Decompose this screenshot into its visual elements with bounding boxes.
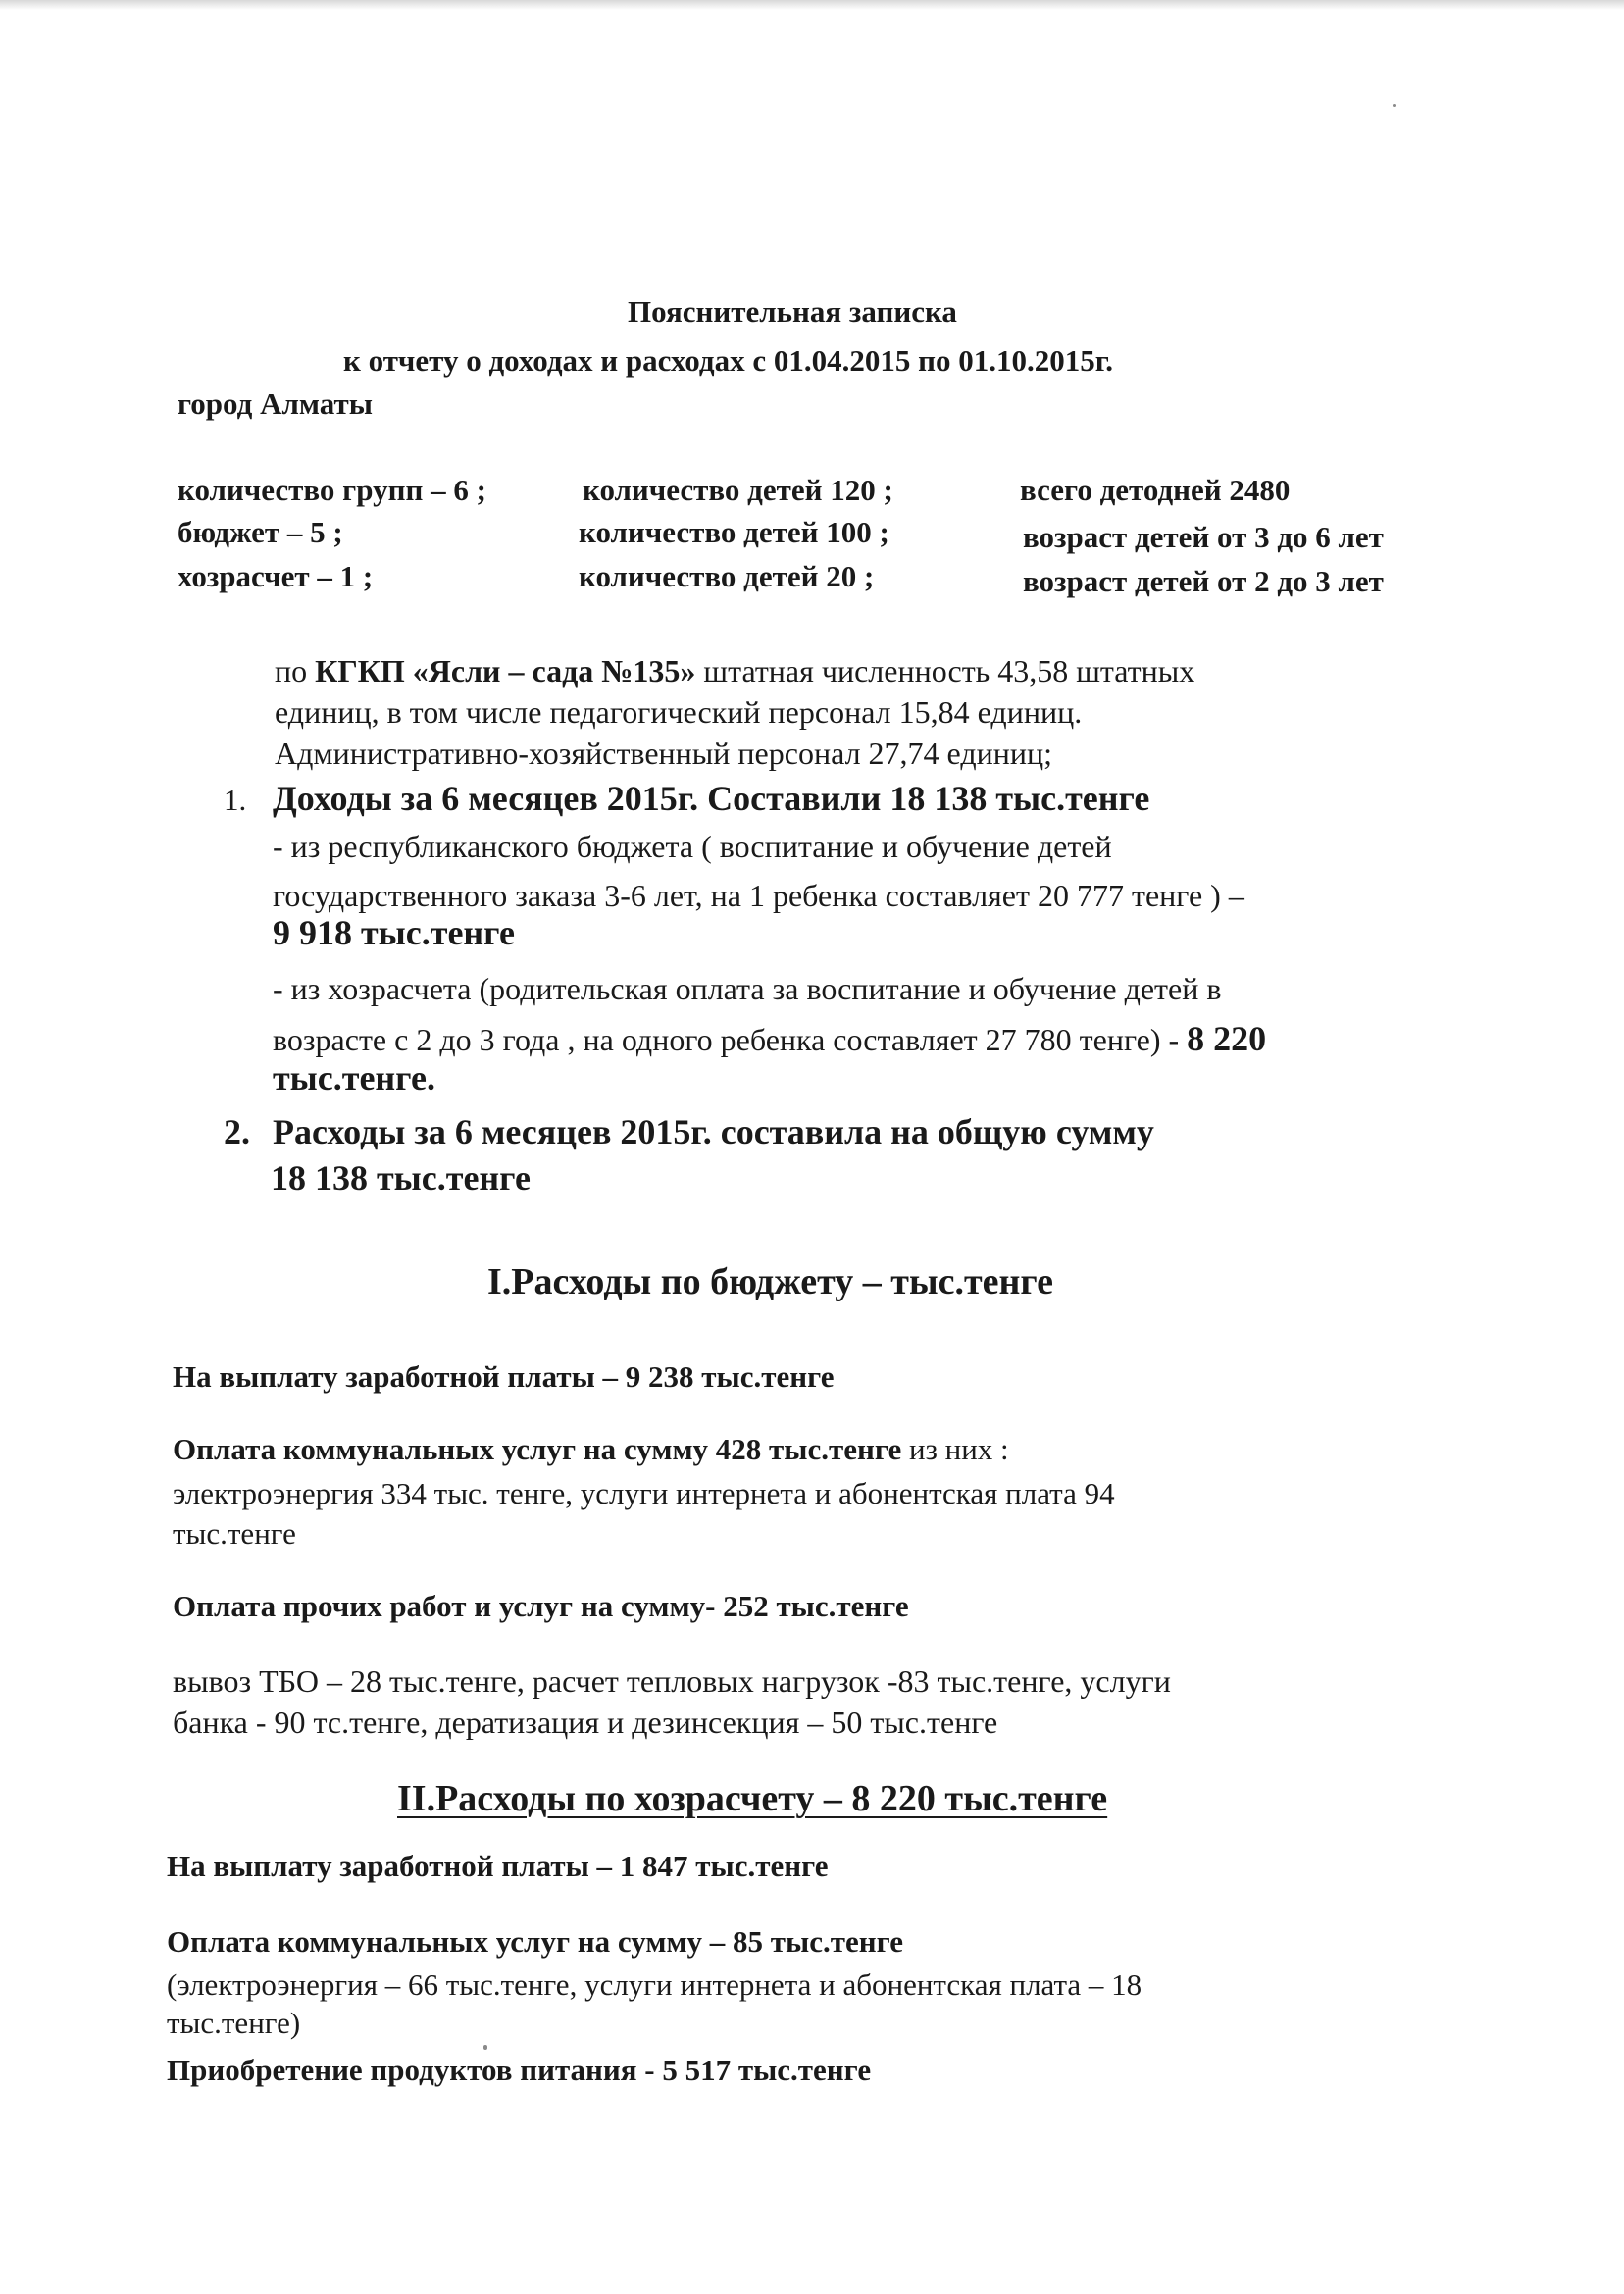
expenses-heading-1: Расходы за 6 месяцев 2015г. составила на общую сумму: [273, 1112, 1154, 1151]
scan-speck: [1393, 104, 1396, 107]
expenses-number: 2.: [224, 1112, 250, 1151]
age-budget: возраст детей от 3 до 6 лет: [1023, 520, 1384, 554]
selffunded-utilities-heading: Оплата коммунальных услуг на сумму – 85 тыс.тенге: [167, 1924, 904, 1959]
scan-speck: [483, 2045, 487, 2050]
city-label: город Алматы: [178, 386, 373, 421]
budget-groups: бюджет – 5 ;: [178, 515, 343, 549]
groups-count: количество групп – 6 ;: [178, 473, 486, 507]
organization-name: КГКП «Ясли – сада №135»: [315, 653, 696, 688]
staff-prefix: по: [275, 653, 316, 688]
budget-other-line-2: банка - 90 тс.тенге, дератизация и дезинсекция – 50 тыс.тенге: [173, 1705, 998, 1740]
selffunded-utilities-line-2: (электроэнергия – 66 тыс.тенге, услуги интернета и абонентская плата – 18: [167, 1967, 1142, 2002]
document-subtitle: к отчету о доходах и расходах с 01.04.2015 по 01.10.2015г.: [343, 343, 1114, 378]
selffunded-salary: На выплату заработной платы – 1 847 тыс.тенге: [167, 1849, 829, 1883]
budget-other-line-1: вывоз ТБО – 28 тыс.тенге, расчет тепловых нагрузок -83 тыс.тенге, услуги: [173, 1663, 1171, 1699]
document-title: Пояснительная записка: [628, 294, 957, 329]
income-budget-amount: 9 918 тыс.тенге: [273, 913, 516, 952]
income-line-3: - из хозрасчета (родительская оплата за воспитание и обучение детей в: [273, 971, 1222, 1006]
budget-utilities-line-2: электроэнергия 334 тыс. тенге, услуги интернета и абонентская плата 94: [173, 1476, 1115, 1510]
budget-section-title: I.Расходы по бюджету – тыс.тенге: [487, 1261, 1054, 1302]
staff-line-1: [275, 653, 1194, 689]
income-selffunded-amount: 8 220: [1187, 1019, 1267, 1058]
staff-line-3: Административно-хозяйственный персонал 27,74 единиц;: [275, 736, 1052, 771]
age-selffunded: возраст детей от 2 до 3 лет: [1023, 564, 1384, 598]
selffunded-utilities-line-3: тыс.тенге): [167, 2006, 301, 2040]
expenses-heading-2: 18 138 тыс.тенге: [271, 1158, 532, 1198]
income-line-2: государственного заказа 3-6 лет, на 1 ребенка составляет 20 777 тенге ) –: [273, 878, 1244, 913]
income-line-4: [273, 1018, 1266, 1059]
selffunded-section-title: II.Расходы по хозрасчету – 8 220 тыс.тенге: [397, 1778, 1108, 1819]
children-total: количество детей 120 ;: [583, 473, 893, 507]
child-days-total: всего детодней 2480: [1020, 473, 1291, 507]
children-selffunded: количество детей 20 ;: [579, 559, 875, 593]
budget-utilities-line-1: [173, 1432, 1009, 1467]
income-heading: Доходы за 6 месяцев 2015г. Составили 18 138 тыс.тенге: [273, 779, 1150, 818]
staff-line-2: единиц, в том числе педагогический персонал 15,84 единиц.: [275, 694, 1083, 730]
income-number: 1.: [224, 783, 247, 817]
budget-utilities-heading: Оплата коммунальных услуг на сумму 428 тыс.тенге: [173, 1432, 902, 1466]
scan-edge-shadow: [0, 0, 1624, 10]
staff-count: штатная численность 43,58 штатных: [695, 653, 1195, 688]
income-line-1: - из республиканского бюджета ( воспитание и обучение детей: [273, 829, 1112, 864]
budget-other-heading: Оплата прочих работ и услуг на сумму- 252 тыс.тенге: [173, 1589, 909, 1623]
children-budget: количество детей 100 ;: [579, 515, 889, 549]
income-line-5: тыс.тенге.: [273, 1058, 436, 1097]
selffunded-food: Приобретение продуктов питания - 5 517 тыс.тенге: [167, 2053, 872, 2087]
budget-utilities-note: из них :: [901, 1432, 1009, 1466]
income-selffunded-text: возрасте с 2 до 3 года , на одного ребенка составляет 27 780 тенге) -: [273, 1022, 1188, 1057]
budget-utilities-line-3: тыс.тенге: [173, 1516, 296, 1551]
budget-salary: На выплату заработной платы – 9 238 тыс.тенге: [173, 1359, 835, 1394]
selffunded-groups: хозрасчет – 1 ;: [178, 559, 374, 593]
